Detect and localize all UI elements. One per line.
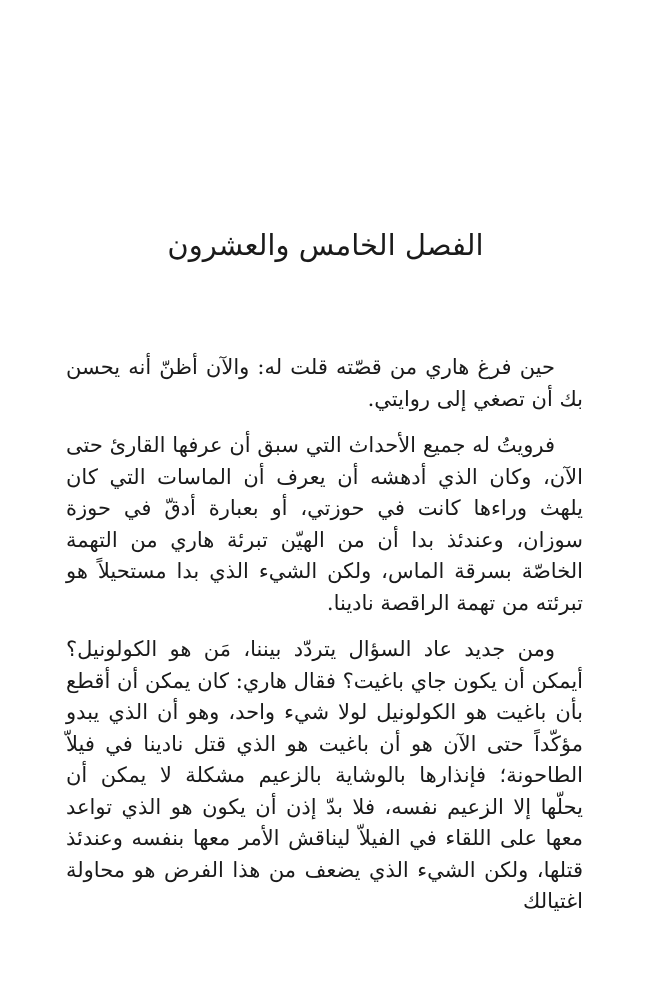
paragraph-2: فرويتُ له جميع الأحداث التي سبق أن عرفها القارئ حتى الآن، وكان الذي أدهشه أن يعرف أن الماسات التي كان يلهث وراءها كانت في حوزتي، أو بعبارة أدقّ في حوزة سوزان، وعندئذ بدا أن من الهيّن تبرئة هاري من التهمة الخاصّة بسرقة الماس، ولكن الشيء الذي بدا مستحيلاً هو تبرئته من تهمة الراقصة نادينا. [66, 433, 583, 615]
chapter-title: الفصل الخامس والعشرون [167, 228, 484, 262]
paragraph-1: حين فرغ هاري من قصّته قلت له: والآن أظنّ أنه يحسن بك أن تصغي إلى روايتي. [66, 355, 583, 411]
paragraph-3: ومن جديد عاد السؤال يتردّد بيننا، مَن هو الكولونيل؟ أيمكن أن يكون جاي باغيت؟ فقال هاري: كان يمكن أن أقطع بأن باغيت هو الكولونيل لولا شيء واحد، وهو أن الذي يبدو مؤكّداً حتى الآن هو أن باغيت هو الذي قتل نادينا في فيلاّ الطاحونة؛ فإنذارها بالوشاية بالزعيم مشكلة لا يمكن أن يحلّها إلا الزعيم نفسه، فلا بدّ إذن أن يكون هو الذي تواعد معها على اللقاء في الفيلاّ ليناقش الأمر معها بنفسه وعندئذ قتلها، ولكن الشيء الذي يضعف من هذا الفرض هو محاولة اغتيالك [66, 637, 583, 913]
chapter-body [66, 352, 583, 933]
